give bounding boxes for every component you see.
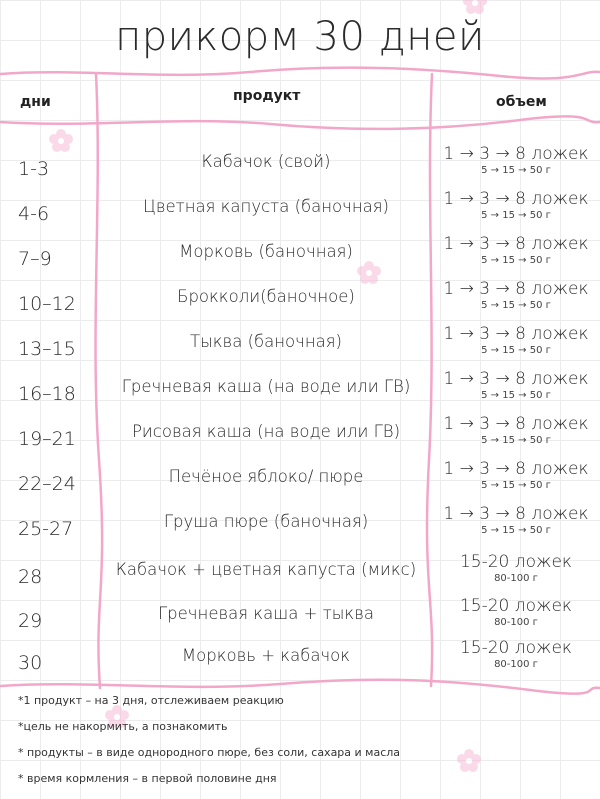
row-product: Груша пюре (баночная) (163, 512, 369, 531)
table-row (0, 414, 600, 458)
table-row (0, 369, 600, 413)
volume-grams: 5 → 15 → 50 г (481, 255, 551, 266)
row-volume (432, 324, 600, 356)
table-row (0, 638, 600, 682)
row-product: Кабачок (свой) (201, 152, 331, 171)
footnotes (18, 688, 588, 792)
volume-grams: 5 → 15 → 50 г (481, 435, 551, 446)
volume-spoons: 15-20 ложек (459, 638, 573, 658)
volume-grams: 5 → 15 → 50 г (481, 300, 551, 311)
row-product: Морковь (баночная) (179, 242, 353, 261)
row-volume (432, 596, 600, 628)
row-volume (432, 189, 600, 221)
volume-spoons: 15-20 ложек (459, 552, 573, 572)
volume-grams: 5 → 15 → 50 г (481, 345, 551, 356)
row-days: 16–18 (18, 383, 76, 405)
volume-spoons: 1 → 3 → 8 ложек (443, 144, 589, 164)
volume-grams: 80-100 г (494, 617, 538, 628)
volume-grams: 5 → 15 → 50 г (481, 390, 551, 401)
table-row (0, 279, 600, 323)
volume-spoons: 1 → 3 → 8 ложек (443, 414, 589, 434)
footnote: *1 продукт – на 3 дня, отслеживаем реакцию (18, 694, 284, 707)
table-row (0, 144, 600, 188)
row-volume (432, 234, 600, 266)
row-product: Брокколи(баночное) (177, 287, 355, 306)
table-row (0, 234, 600, 278)
row-days: 30 (18, 652, 43, 674)
row-volume (432, 504, 600, 536)
footnote: *цель не накормить, а познакомить (18, 720, 228, 733)
volume-spoons: 1 → 3 → 8 ложек (443, 189, 589, 209)
volume-grams: 5 → 15 → 50 г (481, 165, 551, 176)
volume-grams: 5 → 15 → 50 г (481, 525, 551, 536)
volume-grams: 80-100 г (494, 573, 538, 584)
footnote: * продукты – в виде однородного пюре, без соли, сахара и масла (18, 746, 401, 759)
row-days: 19–21 (18, 428, 76, 450)
table-row (0, 459, 600, 503)
row-volume (432, 144, 600, 176)
header-product: продукт (233, 88, 301, 104)
volume-spoons: 1 → 3 → 8 ложек (443, 459, 589, 479)
row-product: Цветная капуста (баночная) (143, 197, 389, 216)
row-days: 4-6 (18, 203, 50, 225)
row-days: 13–15 (18, 338, 76, 360)
row-volume (432, 414, 600, 446)
table-row (0, 189, 600, 233)
page-title: прикорм 30 дней (115, 14, 485, 60)
row-product: Печёное яблоко/ пюре (168, 467, 364, 486)
volume-spoons: 1 → 3 → 8 ложек (443, 504, 589, 524)
table-row (0, 324, 600, 368)
volume-spoons: 1 → 3 → 8 ложек (443, 279, 589, 299)
table-row (0, 504, 600, 548)
row-product: Тыква (баночная) (190, 332, 342, 351)
row-volume (432, 369, 600, 401)
volume-spoons: 15-20 ложек (459, 596, 573, 616)
volume-grams: 80-100 г (494, 659, 538, 670)
row-days: 1-3 (18, 158, 50, 180)
row-days: 25-27 (18, 518, 74, 540)
row-days: 29 (18, 610, 43, 632)
row-volume (432, 459, 600, 491)
header-volume: объем (496, 94, 547, 110)
volume-spoons: 1 → 3 → 8 ложек (443, 369, 589, 389)
footnote: * время кормления – в первой половине дня (18, 772, 277, 785)
row-product: Кабачок + цветная капуста (микс) (115, 560, 417, 579)
row-product: Гречневая каша (на воде или ГВ) (121, 377, 411, 396)
row-volume (432, 552, 600, 584)
row-days: 22–24 (18, 473, 76, 495)
row-volume (432, 279, 600, 311)
table-row (0, 596, 600, 640)
row-days: 28 (18, 566, 43, 588)
volume-spoons: 1 → 3 → 8 ложек (443, 234, 589, 254)
volume-grams: 5 → 15 → 50 г (481, 480, 551, 491)
row-days: 7–9 (18, 248, 52, 270)
row-product: Морковь + кабачок (181, 646, 351, 665)
volume-spoons: 1 → 3 → 8 ложек (443, 324, 589, 344)
volume-grams: 5 → 15 → 50 г (481, 210, 551, 221)
header-days: дни (20, 94, 51, 110)
row-product: Рисовая каша (на воде или ГВ) (131, 422, 401, 441)
row-product: Гречневая каша + тыква (157, 604, 374, 623)
table-row (0, 552, 600, 596)
row-volume (432, 638, 600, 670)
row-days: 10–12 (18, 293, 76, 315)
